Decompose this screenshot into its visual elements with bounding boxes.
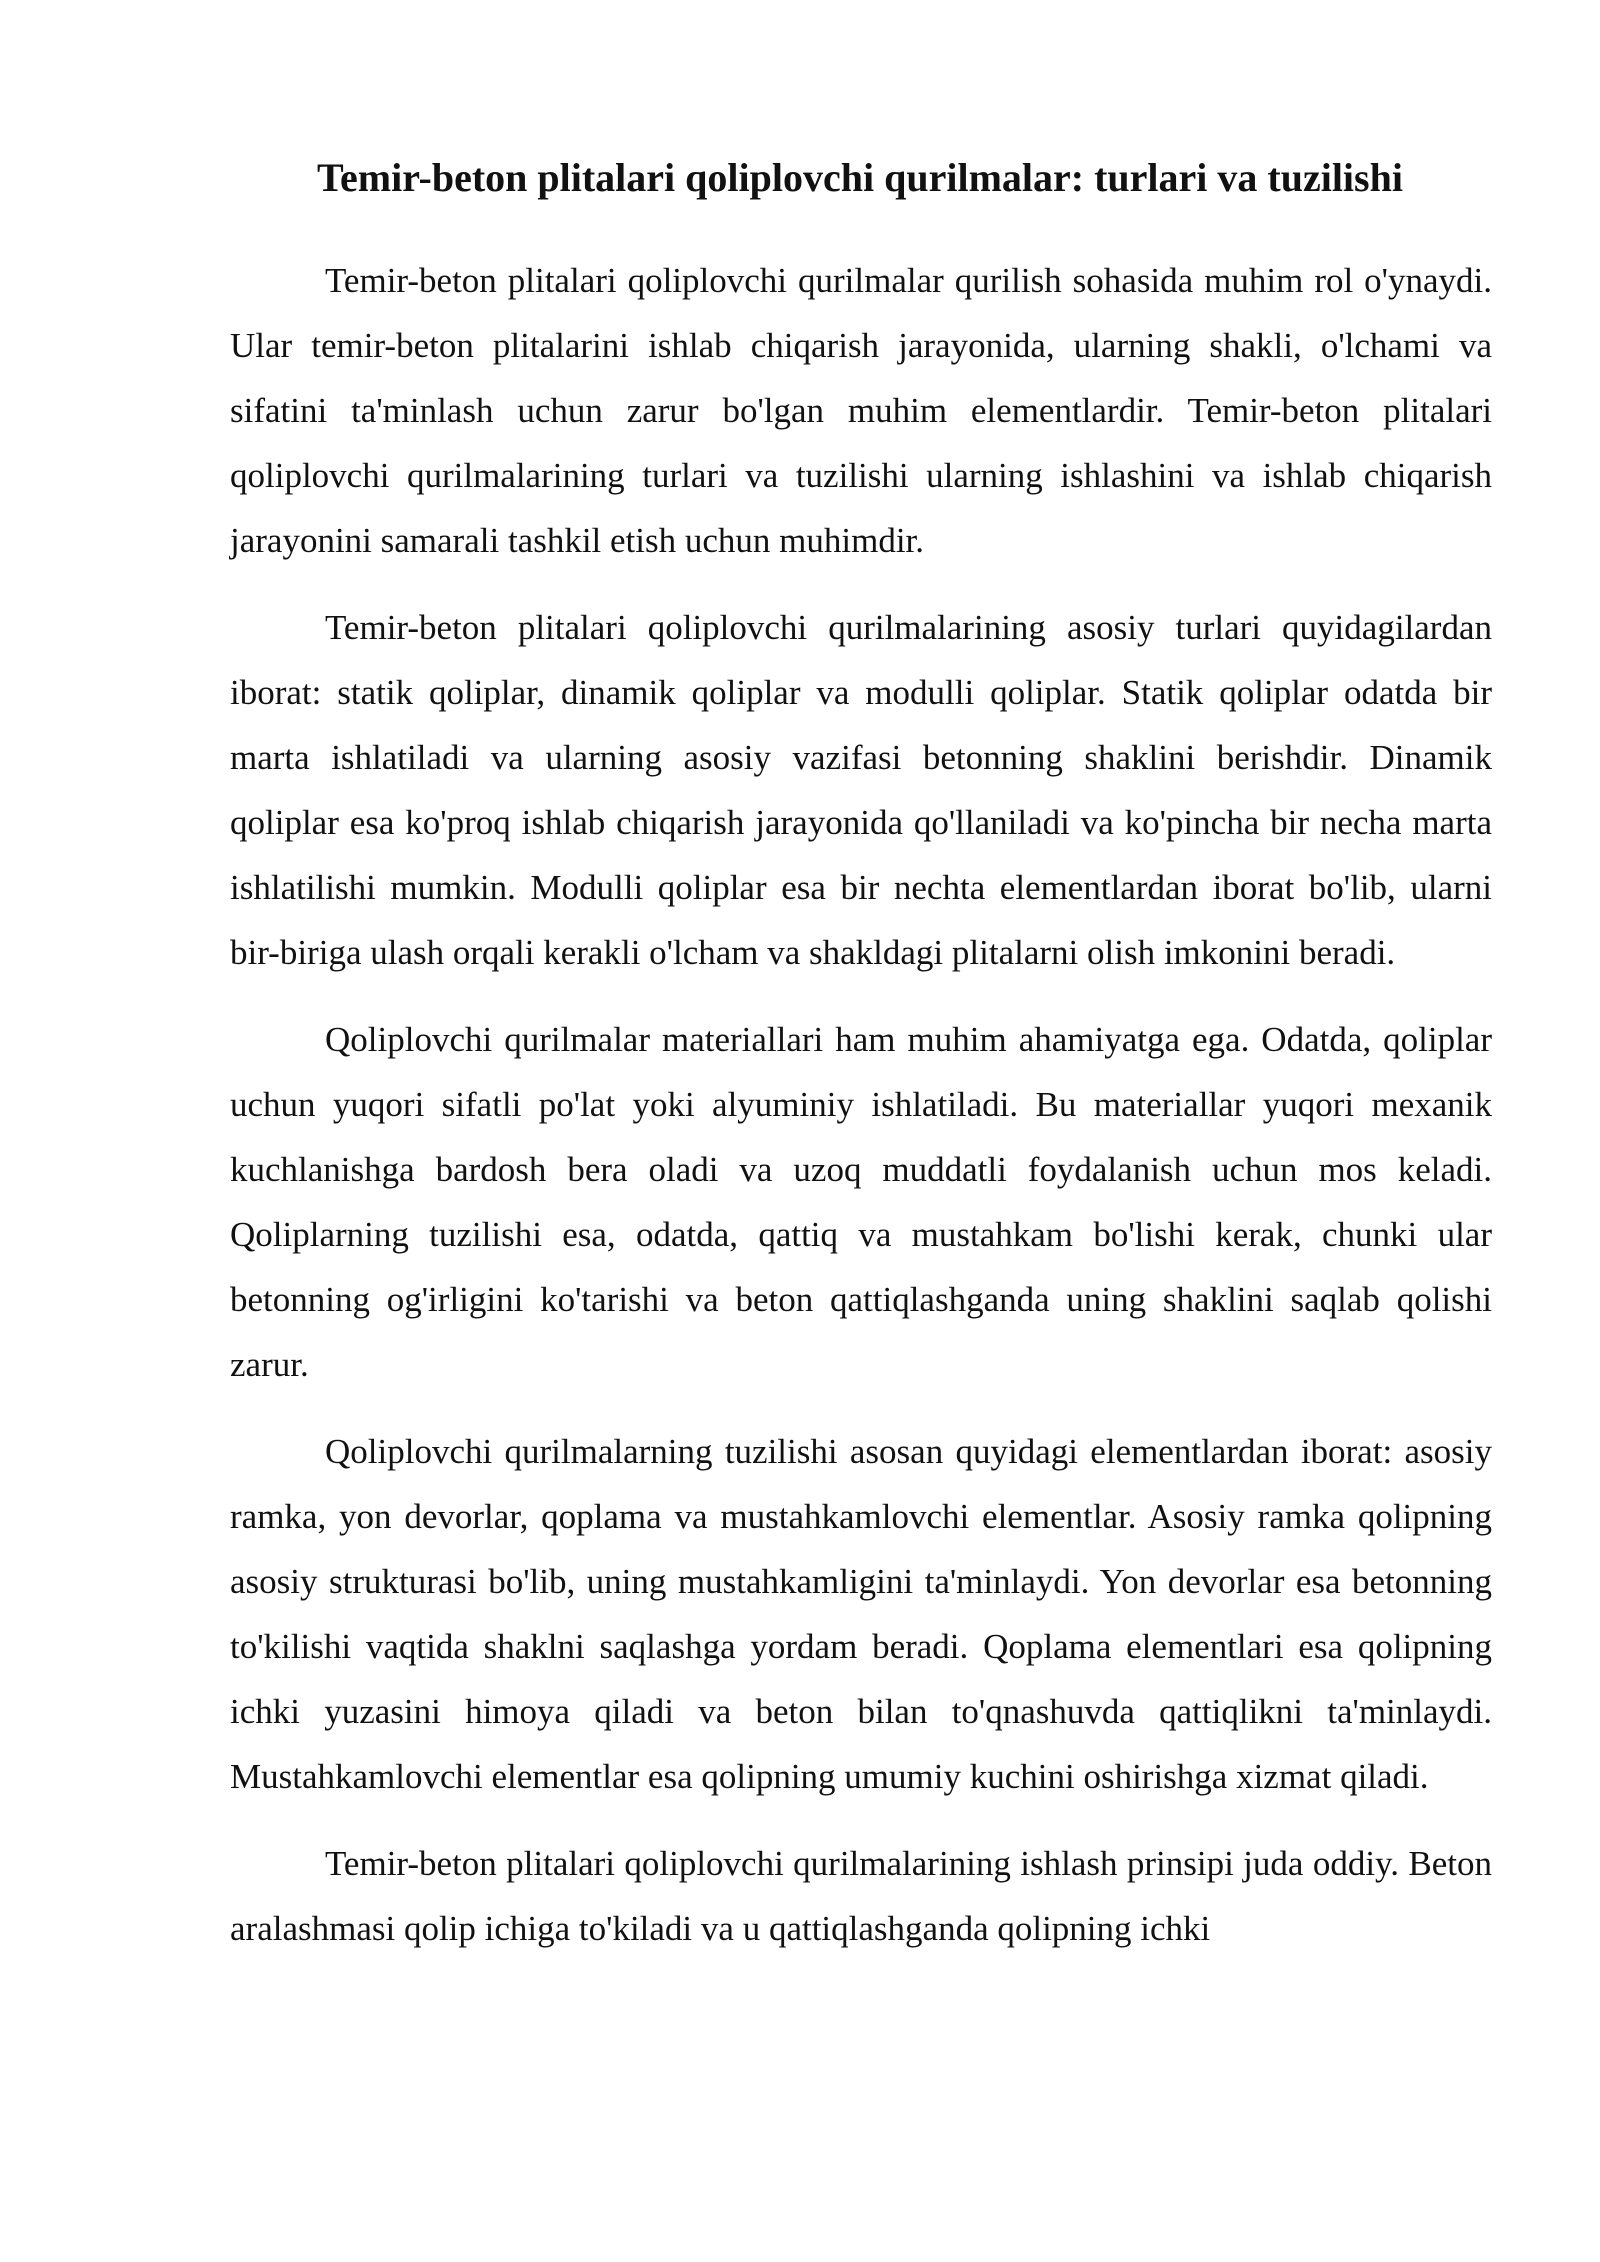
paragraph-3: Qoliplovchi qurilmalar materiallari ham muhim ahamiyatga ega. Odatda, qoliplar uchun yuqori sifatli po'lat yoki alyuminiy ishlatiladi. Bu materiallar yuqori mexanik kuchlanishga bardosh bera oladi va uzoq muddatli foydalanish uchun mos keladi. Qoliplarning tuzilishi esa, odatda, qattiq va mustahkam bo'lishi kerak, chunki ular betonning og'irligini ko'tarishi va beton qattiqlashganda uning shaklini saqlab qolishi zarur. xyxy=(230,1020,1492,1384)
paragraph-4: Qoliplovchi qurilmalarning tuzilishi asosan quyidagi elementlardan iborat: asosiy ramka, yon devorlar, qoplama va mustahkamlovchi elementlar. Asosiy ramka qolipning asosiy strukturasi bo'lib, uning mustahkamligini ta'minlaydi. Yon devorlar esa betonning to'kilishi vaqtida shaklni saqlashga yordam beradi. Qoplama elementlari esa qolipning ichki yuzasini himoya qiladi va beton bilan to'qnashuvda qattiqlikni ta'minlaydi. Mustahkamlovchi elementlar esa qolipning umumiy kuchini oshirishga xizmat qiladi. xyxy=(230,1432,1492,1796)
paragraph-2: Temir-beton plitalari qoliplovchi qurilmalarining asosiy turlari quyidagilardan iborat: statik qoliplar, dinamik qoliplar va modulli qoliplar. Statik qoliplar odatda bir marta ishlatiladi va ularning asosiy vazifasi betonning shaklini berishdir. Dinamik qoliplar esa ko'proq ishlab chiqarish jarayonida qo'llaniladi va ko'pincha bir necha marta ishlatilishi mumkin. Modulli qoliplar esa bir nechta elementlardan iborat bo'lib, ularni bir-biriga ulash orqali kerakli o'lcham va shakldagi plitalarni olish imkonini beradi. xyxy=(230,608,1492,972)
document-title: Temir-beton plitalari qoliplovchi qurilmalar: turlari va tuzilishi xyxy=(317,155,1403,200)
paragraph-1: Temir-beton plitalari qoliplovchi qurilmalar qurilish sohasida muhim rol o'ynaydi. Ular temir-beton plitalarini ishlab chiqarish jarayonida, ularning shakli, o'lchami va sifatini ta'minlash uchun zarur bo'lgan muhim elementlardir. Temir-beton plitalari qoliplovchi qurilmalarining turlari va tuzilishi ularning ishlashini va ishlab chiqarish jarayonini samarali tashkil etish uchun muhimdir. xyxy=(230,261,1492,560)
paragraph-5: Temir-beton plitalari qoliplovchi qurilmalarining ishlash prinsipi juda oddiy. Beton aralashmasi qolip ichiga to'kiladi va u qattiqlashganda qolipning ichki xyxy=(230,1844,1492,1948)
document-body xyxy=(230,248,1492,1983)
